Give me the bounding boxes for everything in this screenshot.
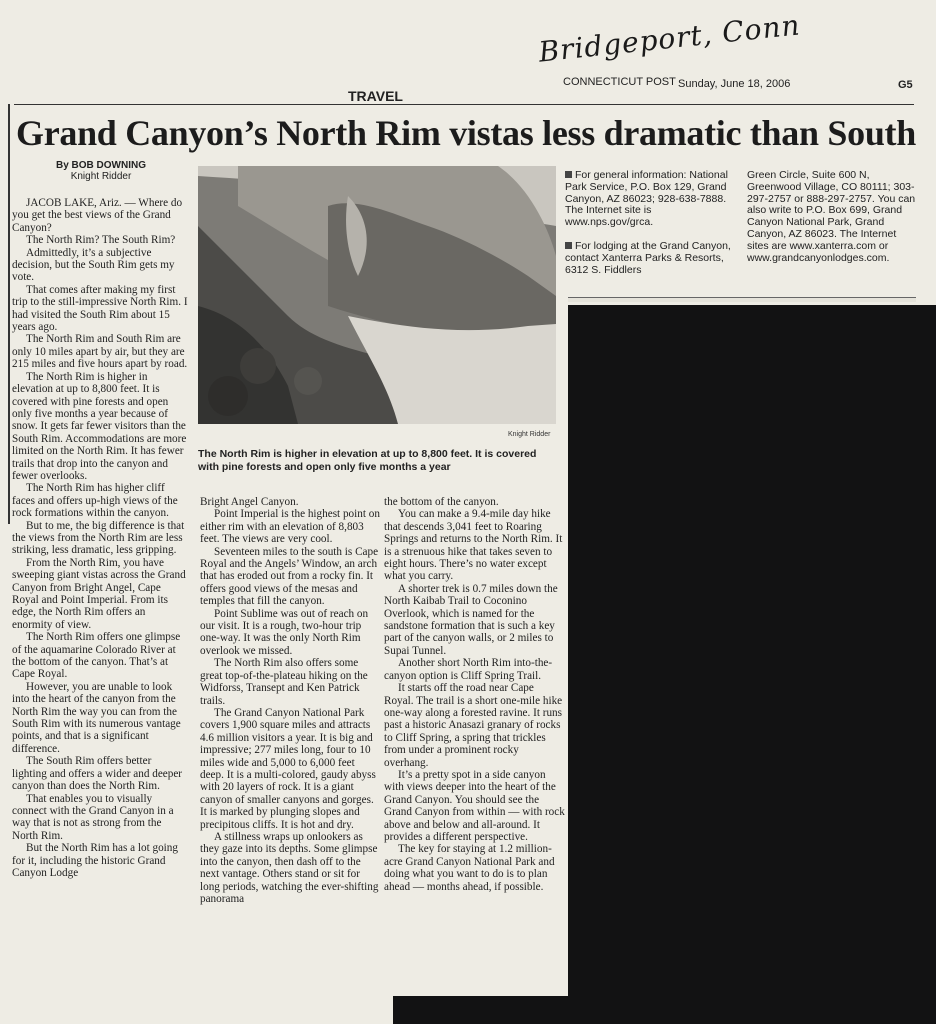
- info-lodging-continued: Green Circle, Suite 600 N, Greenwood Village, CO 80111; 303-297-2757 or 888-297-2757. You can also write to P.O. Box 699, Grand Canyon National Park, Grand Canyon, AZ 86023. The Internet sites are www.xanterra.com or www.grandcanyonlodges.com.: [747, 169, 916, 264]
- paragraph: The Grand Canyon National Park covers 1,900 square miles and attracts 4.6 million visitors a year. It is big and impressive; 277 miles long, four to 10 miles wide and 5,000 to 6,000 feet deep. It is a multi-colored, gaudy abyss with 20 layers of rock. It is a giant canyon of smaller canyons and gorges. It is marked by plunging slopes and precipitous cliffs. It is hot and dry.: [200, 706, 376, 831]
- paragraph: The South Rim offers better lighting and offers a wider and deeper canyon than does the North Rim.: [12, 755, 183, 793]
- paragraph: Point Sublime was out of reach on our visit. It is a rough, two-hour trip one-way. It was the only North Rim overlook we missed.: [200, 607, 369, 657]
- paragraph: However, you are unable to look into the heart of the canyon from the North Rim the way you can from the South Rim with its numerous vantage points, and that is a significant difference.: [12, 680, 181, 755]
- affiliation: Knight Ridder: [70, 171, 132, 182]
- paragraph: JACOB LAKE, Ariz. — Where do you get the best views of the Grand Canyon?: [12, 197, 183, 234]
- page-number: G5: [898, 79, 913, 91]
- column-3: [384, 496, 566, 893]
- bullet-square-icon: [565, 171, 572, 178]
- paragraph: But to me, the big difference is that the views from the North Rim are less striking, less dramatic, less gripping.: [12, 519, 185, 557]
- photo-credit: Knight Ridder: [508, 431, 551, 438]
- paragraph: A stillness wraps up onlookers as they gaze into its depths. Some glimpse into the canyon, then dash off to the next vantage. Others stand or sit for long periods, watching the ever-shifting panorama: [200, 830, 379, 905]
- canyon-photo-image: [198, 166, 556, 424]
- scan-background: [568, 305, 936, 1024]
- paragraph: The North Rim is higher in elevation at up to 8,800 feet. It is covered with pine forests and open only five months a year because of snow. It gets far fewer visitors than the South Rim. Accommodations are more limited on the North Rim. It has fewer trails that drop into the canyon and fewer overlooks.: [12, 370, 187, 482]
- paragraph: You can make a 9.4-mile day hike that descends 3,041 feet to Roaring Springs and returns to the North Rim. It is a strenuous hike that takes seven to eight hours. There’s no water except what you carry.: [384, 508, 563, 583]
- bullet-square-icon: [565, 242, 572, 249]
- paragraph: The North Rim and South Rim are only 10 miles apart by air, but they are 215 miles and five hours apart by road.: [12, 333, 188, 371]
- paragraph: Admittedly, it’s a subjective decision, but the South Rim gets my vote.: [12, 246, 175, 284]
- paragraph: The North Rim also offers some great top-of-the-plateau hiking on the Widforss, Transept and Ken Patrick trails.: [200, 657, 368, 707]
- info-general: For general information: National Park Service, P.O. Box 129, Grand Canyon, AZ 86023; 928-638-7888. The Internet site is www.nps.gov/grca.: [565, 169, 728, 229]
- paragraph: The North Rim offers one glimpse of the aquamarine Colorado River at the bottom of the canyon. That’s at Cape Royal.: [12, 631, 181, 681]
- info-divider: [568, 297, 916, 302]
- info-box-right: [747, 170, 917, 264]
- headline: Grand Canyon’s North Rim vistas less dramatic than South: [16, 113, 916, 153]
- byline: [56, 160, 146, 182]
- info-box-left: [565, 170, 735, 276]
- paragraph: Point Imperial is the highest point on either rim with an elevation of 8,803 feet. The views are very cool.: [200, 508, 380, 546]
- paragraph: It starts off the road near Cape Royal. The trail is a short one-mile hike one-way along a forested ravine. It runs past a historic Anasazi granary of rocks to Cliff Spring, a spring that trickles from under a prominent rocky overhang.: [384, 682, 563, 769]
- handwritten-note: Bridgeport, Conn: [536, 8, 802, 69]
- newspaper-name: CONNECTICUT POST: [563, 76, 676, 88]
- info-lodging: For lodging at the Grand Canyon, contact Xanterra Parks & Resorts, 6312 S. Fiddlers: [565, 239, 731, 276]
- paragraph: A shorter trek is 0.7 miles down the North Kaibab Trail to Coconino Overlook, which is named for the sandstone formation that is such a key part of the canyon walls, or 2 miles to Supai Tunnel.: [384, 582, 558, 657]
- section-label: TRAVEL: [348, 88, 403, 104]
- paragraph: It’s a pretty spot in a side canyon with views deeper into the heart of the Grand Canyon. You should see the Grand Canyon from within — with rock above and below and all-around. It provides a different perspective.: [384, 768, 565, 843]
- photo-caption: The North Rim is higher in elevation at up to 8,800 feet. It is covered with pine forests and open only five months a year: [198, 448, 537, 473]
- paragraph: The key for staying at 1.2 million-acre Grand Canyon National Park and doing what you want to do is to plan ahead — months ahead, if possible.: [384, 843, 555, 893]
- paragraph: That comes after making my first trip to the still-impressive North Rim. I had visited the South Rim about 15 years ago.: [12, 283, 188, 334]
- paragraph: From the North Rim, you have sweeping giant vistas across the Grand Canyon from Bright Angel, Cape Royal and Point Imperial. From its edge, the North Rim offers an enormity of view.: [12, 556, 186, 631]
- paragraph: the bottom of the canyon.: [384, 496, 499, 508]
- left-rule: [8, 104, 10, 524]
- canyon-photo: [198, 166, 556, 424]
- paragraph: Bright Angel Canyon.: [200, 496, 299, 508]
- paragraph: Another short North Rim into-the-canyon option is Cliff Spring Trail.: [384, 657, 553, 682]
- scan-background-bottom: [393, 996, 568, 1024]
- column-1: [12, 197, 188, 879]
- column-2: [200, 496, 380, 905]
- publication-date: Sunday, June 18, 2006: [678, 78, 791, 90]
- author: By BOB DOWNING: [56, 160, 146, 171]
- header-rule: [14, 104, 914, 105]
- paragraph: But the North Rim has a lot going for it, including the historic Grand Canyon Lodge: [12, 842, 178, 879]
- paragraph: Seventeen miles to the south is Cape Royal and the Angels’ Window, an arch that has eroded out from a rocky fin. It offers good views of the mesas and temples that fill the canyon.: [200, 545, 379, 608]
- paragraph: That enables you to visually connect with the Grand Canyon in a way that is not as strong from the North Rim.: [12, 792, 174, 842]
- paragraph: The North Rim? The South Rim?: [26, 234, 176, 247]
- paragraph: The North Rim has higher cliff faces and offers up-high views of the rock formations within the canyon.: [12, 482, 178, 520]
